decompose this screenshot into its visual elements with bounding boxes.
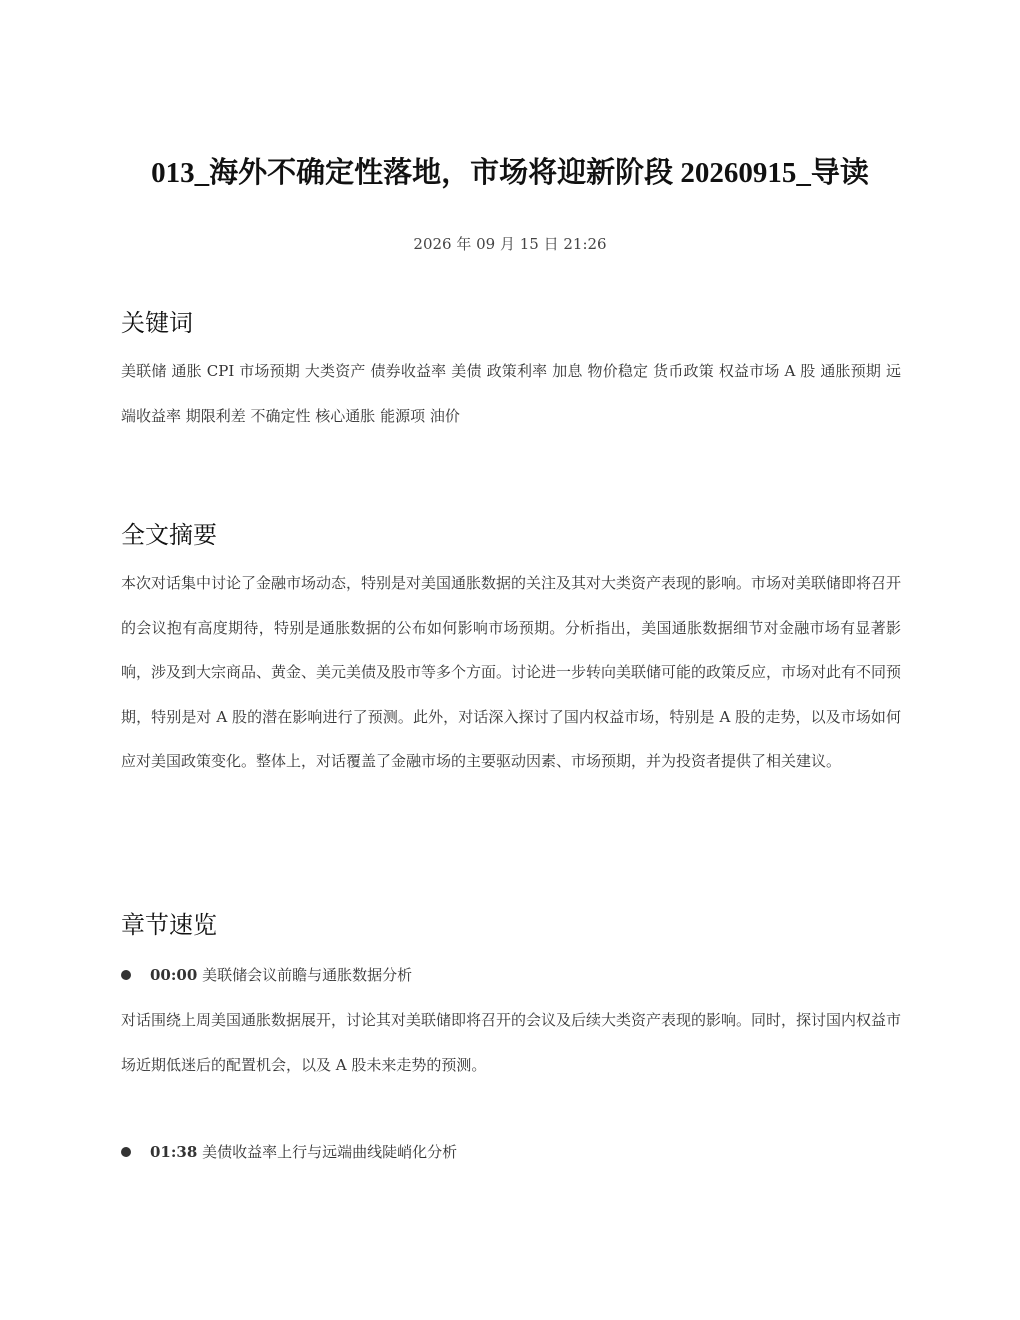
chapter-title-line <box>150 1141 457 1162</box>
chapters-heading: 章节速览 <box>121 911 217 939</box>
document-title: 013_海外不确定性落地，市场将迎新阶段 20260915_导读 <box>151 157 869 189</box>
keywords-text: 美联储 通胀 CPI 市场预期 大类资产 债券收益率 美债 政策利率 加息 物价稳定 货币政策 权益市场 A 股 通胀预期 远端收益率 期限利差 不确定性 核心通胀 能源项 油价 <box>121 362 901 425</box>
summary-text: 本次对话集中讨论了金融市场动态，特别是对美国通胀数据的关注及其对大类资产表现的影响。市场对美联储即将召开的会议抱有高度期待，特别是通胀数据的公布如何影响市场预期。分析指出，美国通胀数据细节对金融市场有显著影响，涉及到大宗商品、黄金、美元美债及股市等多个方面。讨论进一步转向美联储可能的政策反应，市场对此有不同预期，特别是对 A 股的潜在影响进行了预测。此外，对话深入探讨了国内权益市场，特别是 A 股的走势，以及市场如何应对美国政策变化。整体上，对话覆盖了金融市场的主要驱动因素、市场预期，并为投资者提供了相关建议。 <box>121 574 902 770</box>
chapter-time: 00:00 <box>150 966 198 984</box>
chapter-time: 01:38 <box>150 1143 198 1161</box>
summary-heading: 全文摘要 <box>121 521 217 549</box>
chapter-title: 美联储会议前瞻与通胀数据分析 <box>202 966 413 984</box>
chapter-title-line <box>150 964 412 985</box>
bullet-icon <box>121 970 131 980</box>
chapter-title: 美债收益率上行与远端曲线陡峭化分析 <box>202 1143 458 1161</box>
bullet-icon <box>121 1147 131 1157</box>
chapter-text: 对话围绕上周美国通胀数据展开，讨论其对美联储即将召开的会议及后续大类资产表现的影响。同时，探讨国内权益市场近期低迷后的配置机会，以及 A 股未来走势的预测。 <box>121 1011 902 1074</box>
document-date: 2026 年 09 月 15 日 21:26 <box>413 235 607 253</box>
keywords-heading: 关键词 <box>121 309 193 337</box>
